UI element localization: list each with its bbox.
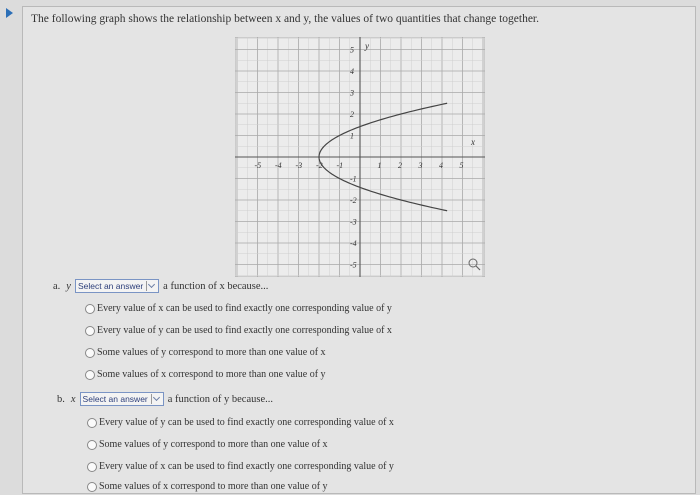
y-tick-label: -2 xyxy=(350,196,357,205)
x-tick-label: 1 xyxy=(377,161,382,170)
option-text: Some values of x correspond to more than one value of y xyxy=(99,481,328,492)
question-b-option-4[interactable] xyxy=(87,481,328,492)
y-tick-label: -1 xyxy=(350,174,357,184)
question-a-select[interactable] xyxy=(75,279,159,293)
y-tick-label: 1 xyxy=(350,131,354,141)
option-text: Every value of y can be used to find exactly one corresponding value of x xyxy=(97,325,392,336)
y-tick-label: -3 xyxy=(350,217,357,227)
option-text: Every value of x can be used to find exactly one corresponding value of y xyxy=(97,303,392,314)
y-tick-label: 5 xyxy=(350,45,354,55)
radio-button[interactable] xyxy=(85,304,95,314)
option-text: Every value of y can be used to find exactly one corresponding value of x xyxy=(99,417,394,428)
x-tick-label: 5 xyxy=(459,161,464,170)
question-b-select[interactable] xyxy=(80,392,164,406)
radio-button[interactable] xyxy=(85,348,95,358)
question-b-part: b. xyxy=(57,393,65,405)
question-b xyxy=(57,392,273,406)
question-b-option-2[interactable] xyxy=(87,439,328,450)
x-tick-label: -4 xyxy=(275,161,282,170)
question-panel xyxy=(22,6,696,494)
question-a xyxy=(53,279,268,293)
radio-button[interactable] xyxy=(87,462,97,472)
option-text: Some values of y correspond to more than one value of x xyxy=(99,439,328,450)
radio-button[interactable] xyxy=(87,440,97,450)
y-axis-label: y xyxy=(365,41,369,51)
question-b-select-label: Select an answer xyxy=(82,394,148,404)
question-a-option-2[interactable] xyxy=(85,325,392,336)
x-tick-label: -1 xyxy=(336,161,344,170)
x-tick-label: 2 xyxy=(398,161,402,170)
option-text: Every value of x can be used to find exactly one corresponding value of y xyxy=(99,461,394,472)
question-a-variable: y xyxy=(66,280,71,292)
option-text: Some values of x correspond to more than one value of y xyxy=(97,369,326,380)
y-tick-label: -4 xyxy=(350,239,357,248)
y-tick-label: 3 xyxy=(350,88,354,98)
question-b-option-3[interactable] xyxy=(87,461,394,472)
radio-button[interactable] xyxy=(87,482,97,492)
x-axis-label: x xyxy=(471,137,475,147)
question-b-variable: x xyxy=(70,393,76,405)
question-a-suffix: a function of x because... xyxy=(163,280,269,292)
play-arrow-icon[interactable] xyxy=(6,8,13,18)
radio-button[interactable] xyxy=(85,370,95,380)
question-a-option-1[interactable] xyxy=(85,303,392,314)
question-b-suffix: a function of y because... xyxy=(167,393,274,405)
x-tick-label: 4 xyxy=(439,161,443,170)
question-a-option-3[interactable] xyxy=(85,347,326,358)
y-tick-label: 2 xyxy=(350,110,354,119)
question-a-option-4[interactable] xyxy=(85,369,326,380)
x-tick-label: -5 xyxy=(254,161,262,170)
question-prompt: The following graph shows the relationship between x and y, the values of two quantities that change together. xyxy=(31,13,539,25)
option-text: Some values of y correspond to more than one value of x xyxy=(97,347,326,358)
question-a-part: a. xyxy=(53,280,61,292)
radio-button[interactable] xyxy=(85,326,95,336)
coordinate-graph xyxy=(235,37,485,277)
chevron-down-icon xyxy=(151,394,161,404)
x-tick-label: -2 xyxy=(316,161,323,170)
y-tick-label: 4 xyxy=(350,67,354,76)
x-tick-label: -3 xyxy=(295,161,303,170)
x-tick-label: 3 xyxy=(418,161,423,170)
chevron-down-icon xyxy=(146,281,156,291)
radio-button[interactable] xyxy=(87,418,97,428)
question-a-select-label: Select an answer xyxy=(77,281,144,291)
question-b-option-1[interactable] xyxy=(87,417,394,428)
y-tick-label: -5 xyxy=(350,260,357,270)
